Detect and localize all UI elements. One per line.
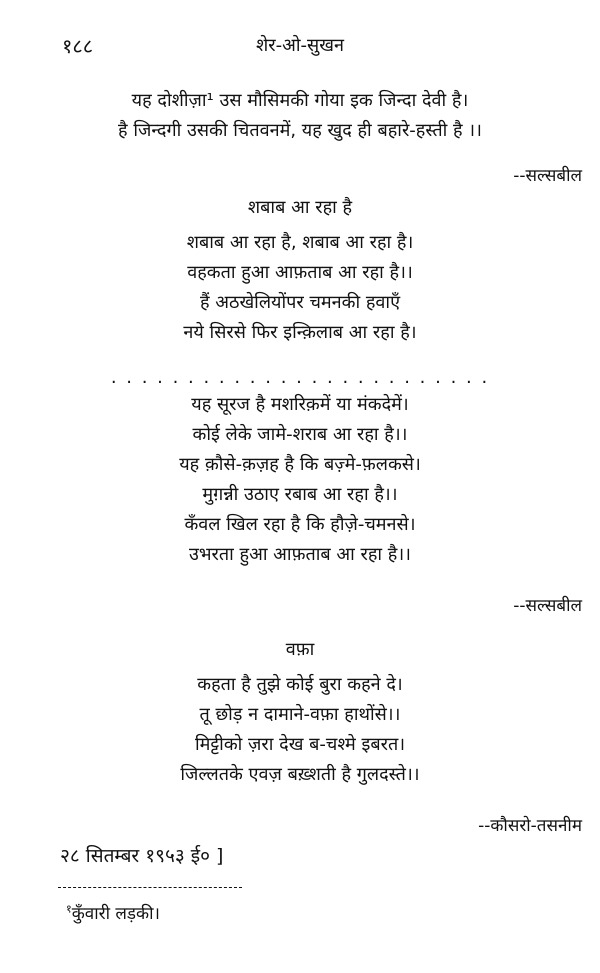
verse-line: यह सूरज है मशरिक़में या मंकदेमें। bbox=[191, 394, 409, 415]
verse-line: शबाब आ रहा है, शबाब आ रहा है। bbox=[186, 232, 414, 253]
poem-stanza-1 bbox=[0, 228, 600, 348]
verse-line: उभरता हुआ आफ़ताब आ रहा है।। bbox=[188, 544, 412, 565]
footnote-mark: १ bbox=[66, 902, 72, 916]
poem-title-wafa: वफ़ा bbox=[285, 639, 315, 660]
verse-line: कोई लेके जामे-शराब आ रहा है।। bbox=[192, 424, 408, 445]
verse-line: तू छोड़ न दामाने-वफ़ा हाथोंसे।। bbox=[199, 704, 401, 725]
verse-line: यह क़ौसे-क़ज़ह है कि बज़्मे-फ़लकसे। bbox=[179, 454, 421, 475]
running-title: शेर-ओ-सुखन bbox=[256, 35, 344, 56]
attribution-kausaro-tasnim: --कौसरो-तसनीम bbox=[478, 816, 582, 836]
verse-line: मुग़न्नी उठाए रबाब आ रहा है।। bbox=[202, 484, 398, 505]
poem-wafa-lines bbox=[0, 670, 600, 790]
footnote bbox=[66, 902, 160, 926]
date-line: २८ सितम्बर १९५३ ई० ] bbox=[60, 845, 224, 867]
stanza-break-dots: . . . . . . . . . . . . . . . . . . . . . . . . . bbox=[110, 367, 490, 388]
footnote-text: कुँवारी लड़की। bbox=[71, 904, 160, 924]
attribution-salsabil-2: --सल्सबील bbox=[513, 596, 582, 616]
attribution-salsabil-1: --सल्सबील bbox=[513, 166, 582, 186]
verse-line: कहता है तुझे कोई बुरा कहने दे। bbox=[197, 674, 403, 695]
page-number: १८८ bbox=[62, 34, 94, 58]
verse-line: हैं अठखेलियोंपर चमनकी हवाएँ bbox=[199, 292, 401, 313]
verse-line: नये सिरसे फिर इन्क़िलाब आ रहा है। bbox=[183, 322, 417, 343]
verse-line: मिट्टीको ज़रा देख ब-चश्मे इबरत। bbox=[194, 734, 406, 755]
page-header bbox=[0, 32, 600, 60]
verse-line: वहकता हुआ आफ़ताब आ रहा है।। bbox=[187, 262, 413, 283]
verse-line: है जिन्दगी उसकी चितवनमें, यह खुद ही बहारे-हस्ती है ।। bbox=[118, 120, 482, 141]
couplet-section-1 bbox=[0, 86, 600, 146]
verse-line: कँवल खिल रहा है कि हौज़े-चमनसे। bbox=[184, 514, 416, 535]
verse-line: यह दोशीज़ा¹ उस मौसिमकी गोया इक जिन्दा देवी है। bbox=[131, 90, 469, 111]
poem-title-shabab: शबाब आ रहा है bbox=[247, 197, 353, 218]
footnote-rule bbox=[58, 887, 242, 888]
poem-stanza-2 bbox=[0, 390, 600, 570]
verse-line: जिल्लतके एवज़ बख़्शती है गुलदस्ते।। bbox=[180, 764, 420, 785]
